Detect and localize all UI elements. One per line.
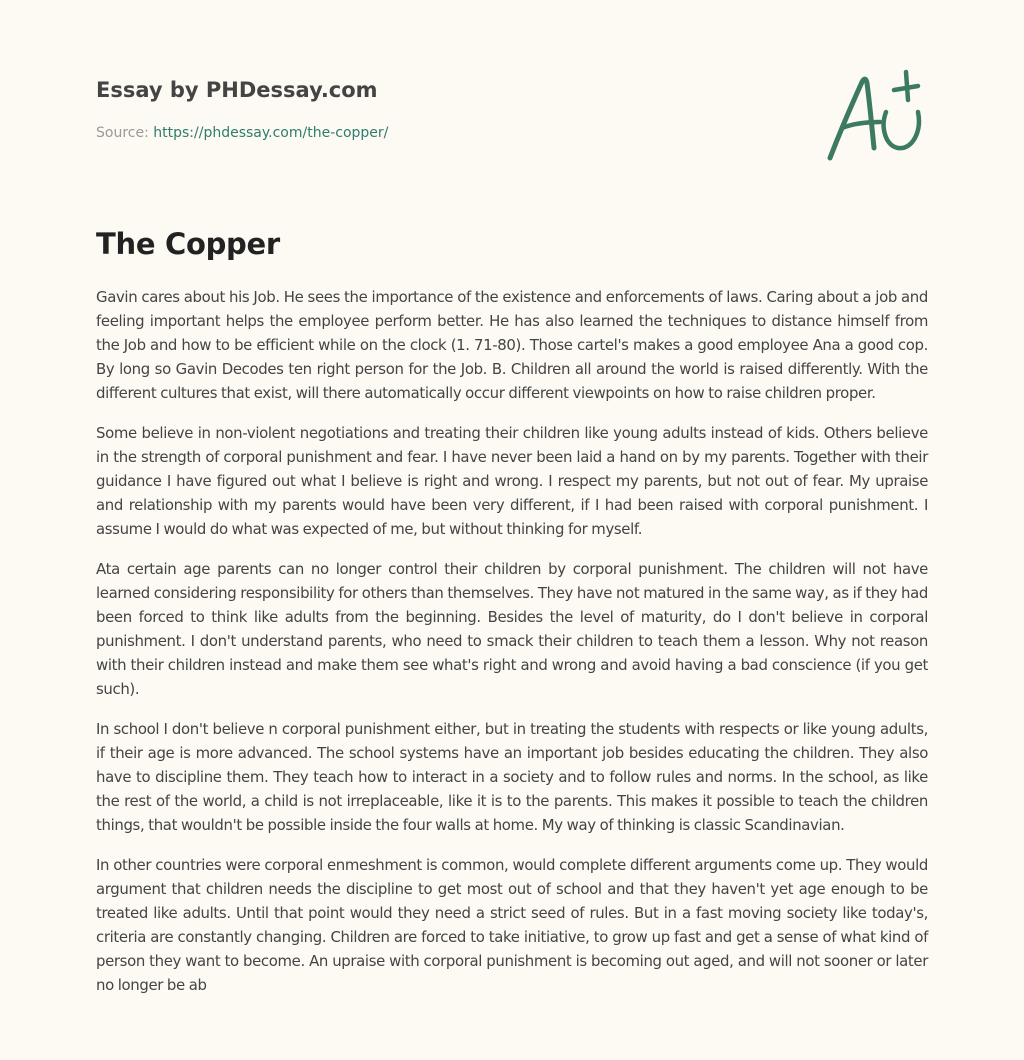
essay-paragraph: In other countries were corporal enmeshment is common, would complete different arguments come up. They would argument that children needs the discipline to get most out of school and that they haven't yet age enough to be treated like adults. Until that point would they need a strict seed of rules. But in a fast moving society like today's, criteria are constantly changing. Children are forced to take initiative, to grow up fast and get a sense of what kind of person they want to become. An upraise with corporal punishment is becoming out aged, and will not sooner or later no longer be ab (96, 856, 928, 994)
page-header (96, 76, 696, 143)
essay-paragraph: In school I don't believe n corporal punishment either, but in treating the students with respects or like young adults, if their age is more advanced. The school systems have an important job besides educating the children. They also have to discipline them. They teach how to interact in a society and to follow rules and norms. In the school, as like the rest of the world, a child is not irreplaceable, like it is to the parents. This makes it possible to teach the children things, that wouldn't be possible inside the four walls at home. My way of thinking is classic Scandinavian. (96, 720, 928, 834)
source-label: Source: (96, 125, 149, 141)
essay-paragraph: Gavin cares about his Job. He sees the importance of the existence and enforcements of laws. Caring about a job and feeling important helps the employee perform better. He has also learned the techniques to distance himself from the Job and how to be efficient while on the clock (1. 71-80). Those cartel's makes a good employee Ana a good cop. By long so Gavin Decodes ten right person for the Job. B. Children all around the world is raised differently. With the different cultures that exist, will there automatically occur different viewpoints on how to raise children proper. (96, 288, 928, 402)
essay-title: The Copper (96, 227, 280, 261)
essay-paragraph: Ata certain age parents can no longer control their children by corporal punishment. The children will not have learned considering responsibility for others than themselves. They have not matured in the same way, as if they had been forced to think like adults from the beginning. Besides the level of maturity, do I don't believe in corporal punishment. I don't understand parents, who need to smack their children to teach them a lesson. Why not reason with their children instead and make them see what's right and wrong and avoid having a bad conscience (if you get such). (96, 560, 928, 698)
source-link[interactable]: https://phdessay.com/the-copper/ (153, 125, 389, 141)
site-brand: Essay by PHDessay.com (96, 78, 378, 102)
essay-body (96, 285, 928, 1013)
essay-paragraph: Some believe in non-violent negotiations and treating their children like young adults instead of kids. Others believe in the strength of corporal punishment and fear. I have never been laid a hand on by my parents. Together with their guidance I have figured out what I believe is right and wrong. I respect my parents, but not out of fear. My upraise and relationship with my parents would have been very different, if I had been raised with corporal punishment. I assume I would do what was expected of me, but without thinking for myself. (96, 424, 928, 538)
a-plus-logo-icon (822, 66, 928, 166)
source-line (96, 123, 696, 143)
